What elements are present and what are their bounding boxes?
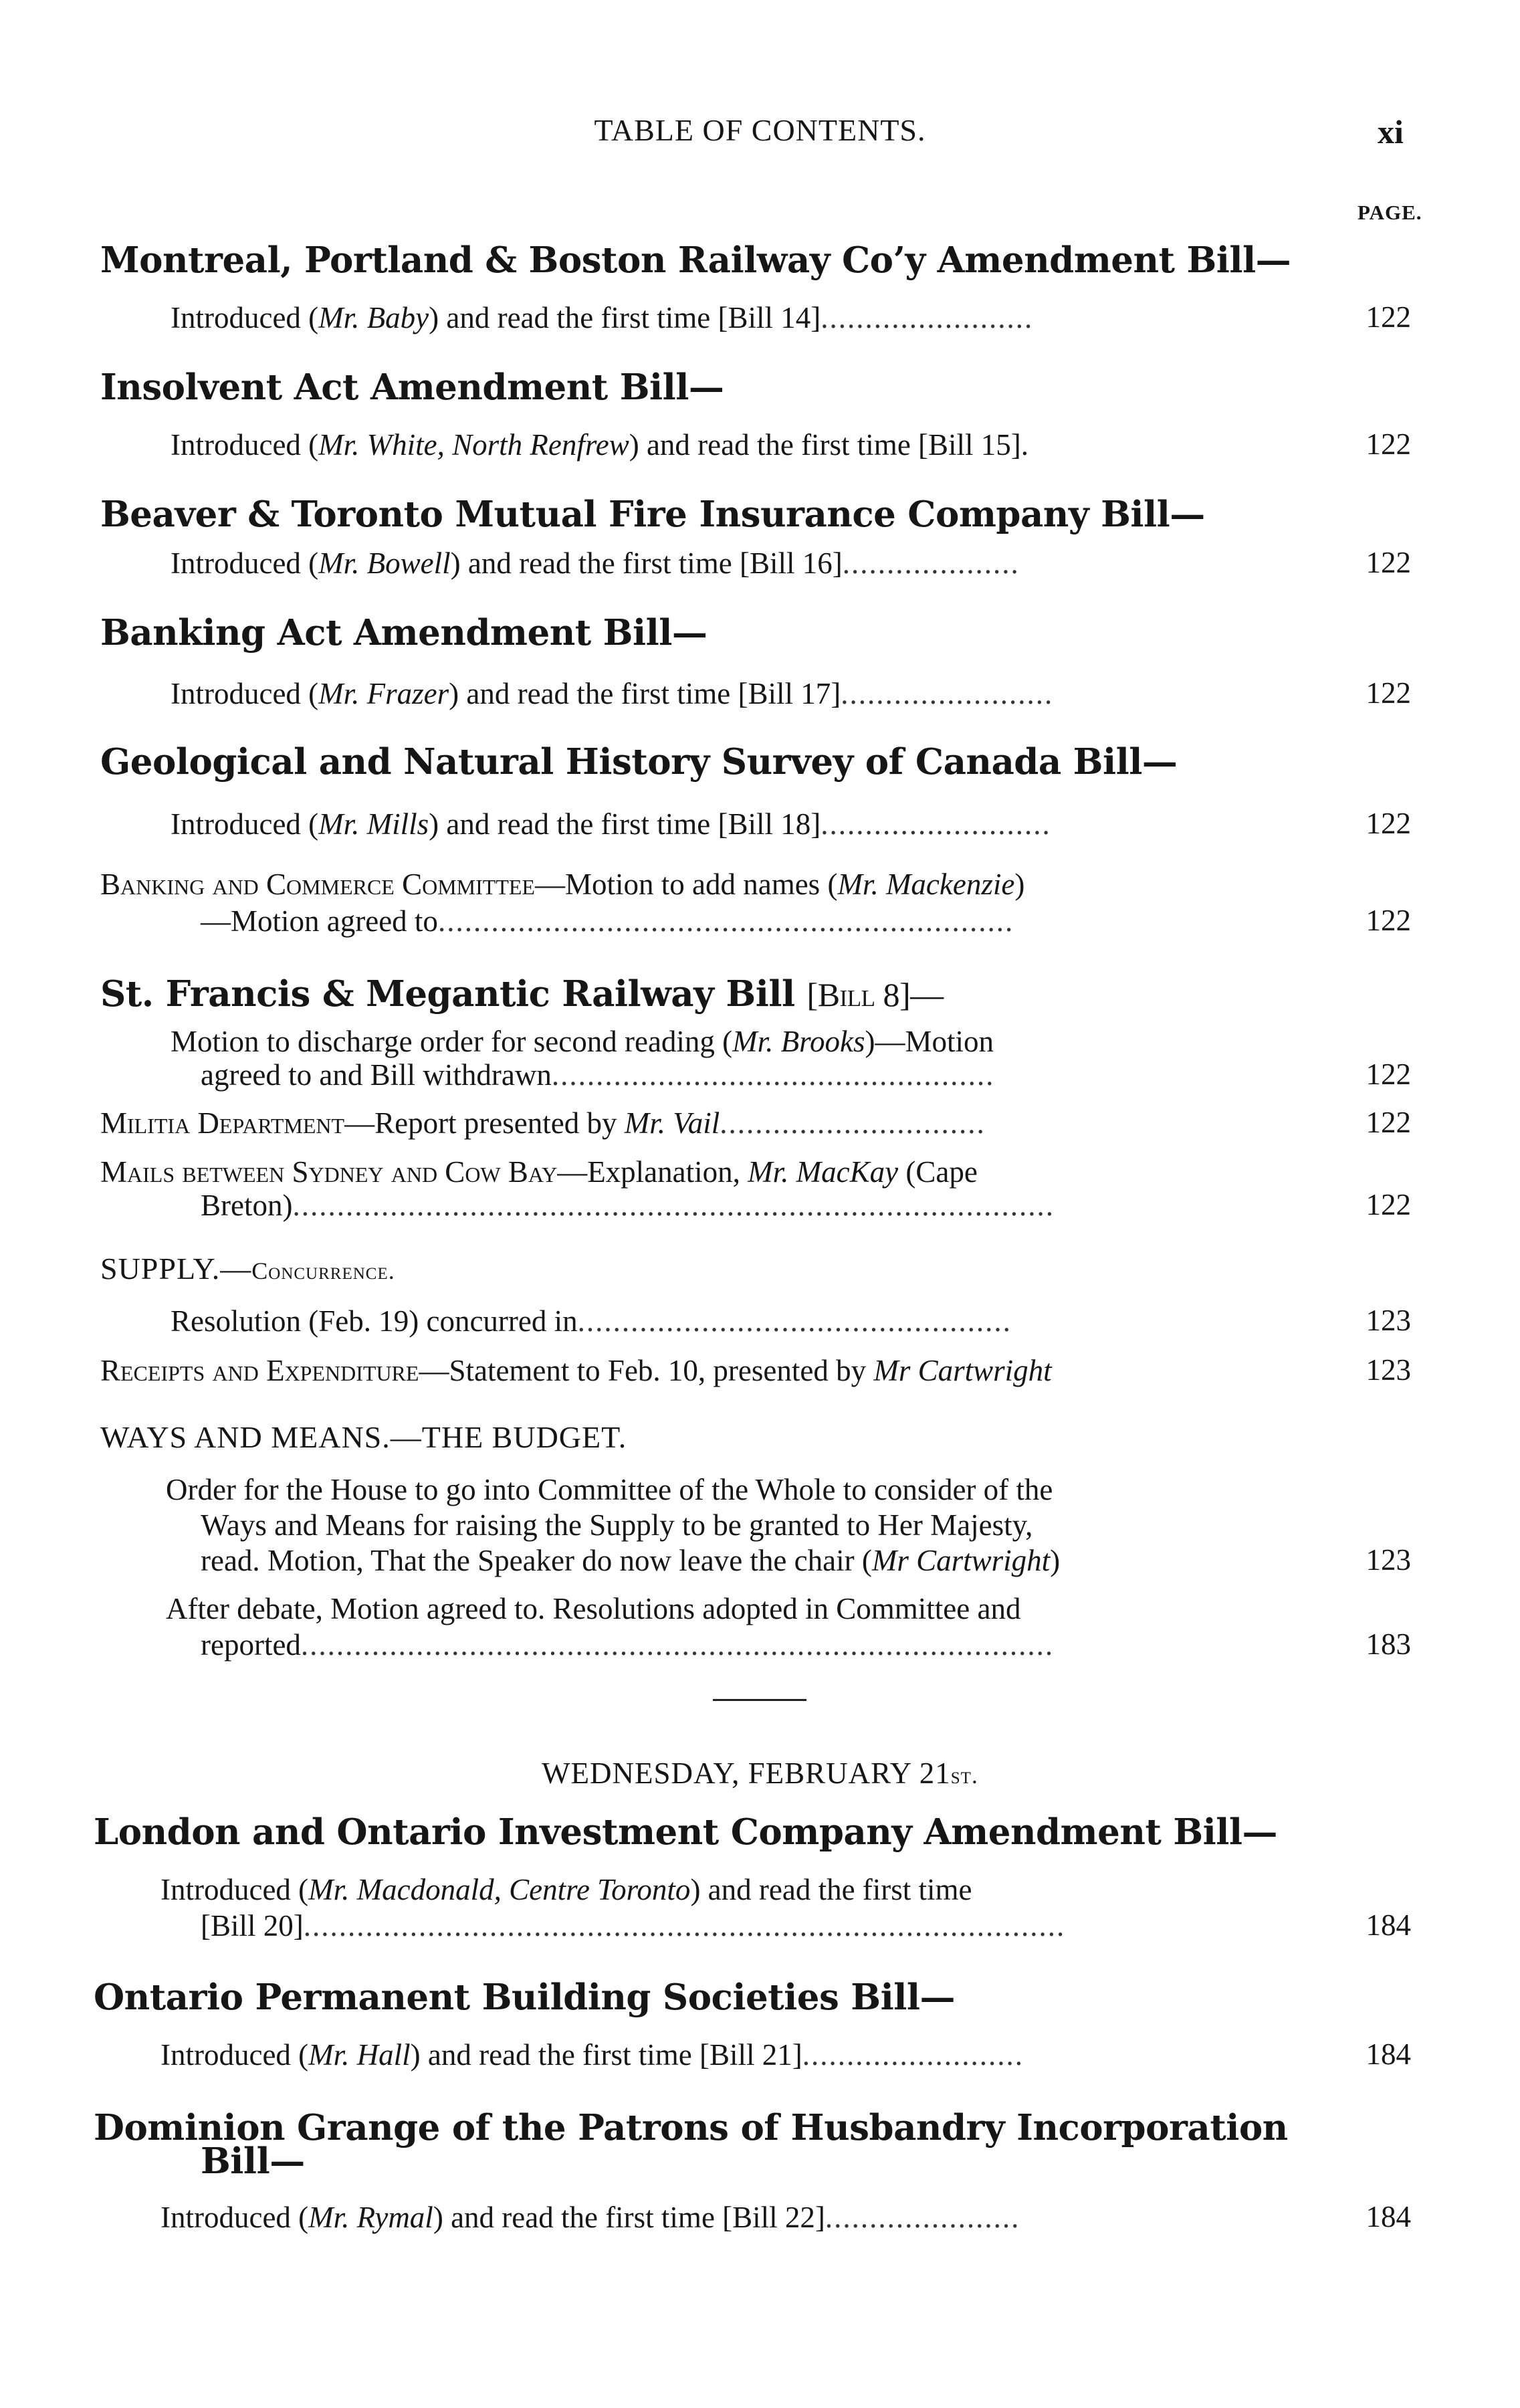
entry-line: Introduced (Mr. Baby) and read the first time [Bill 14]........................ — [171, 301, 1034, 334]
page-title: TABLE OF CONTENTS. — [594, 113, 926, 147]
page-header — [0, 112, 1520, 159]
page-ref: 122 — [1366, 546, 1411, 579]
entry-line: Introduced (Mr. Bowell) and read the first time [Bill 16].................... — [171, 546, 1020, 580]
page-ref: 184 — [1366, 2037, 1411, 2071]
section-heading: Montreal, Portland & Boston Railway Co’y Amendment Bill— — [100, 239, 1291, 281]
section-heading: Bill— — [201, 2140, 305, 2182]
divider-rule — [713, 1699, 806, 1701]
page-ref: 122 — [1366, 1106, 1411, 1139]
entry-line: read. Motion, That the Speaker do now leave the chair (Mr Cartwright) — [201, 1544, 1061, 1577]
page-ref: 122 — [1366, 676, 1411, 710]
entry-line: Breton)...................................................................................... — [201, 1189, 1055, 1222]
entry-line: agreed to and Bill withdrawn.................................................. — [201, 1058, 995, 1092]
section-heading: Ontario Permanent Building Societies Bill— — [94, 1977, 956, 2018]
page-ref: 122 — [1366, 300, 1411, 334]
page-ref: 122 — [1366, 1188, 1411, 1221]
page-number: xi — [1378, 113, 1404, 150]
entry-line: —Motion agreed to................................................................. — [201, 904, 1014, 938]
section-heading: Dominion Grange of the Patrons of Husbandry Incorporation — [94, 2107, 1288, 2148]
section-heading: Beaver & Toronto Mutual Fire Insurance Company Bill— — [100, 494, 1205, 535]
page-ref: 123 — [1366, 1543, 1411, 1577]
section-heading: Geological and Natural History Survey of Canada Bill— — [100, 741, 1178, 783]
entry-line: Ways and Means for raising the Supply to be granted to Her Majesty, — [201, 1508, 1033, 1542]
page-ref: 123 — [1366, 1353, 1411, 1387]
entry-line: Introduced (Mr. Mills) and read the first time [Bill 18].......................... — [171, 807, 1051, 841]
page-ref: 122 — [1366, 807, 1411, 840]
page-column-label: PAGE. — [1358, 201, 1422, 224]
entry-line: Order for the House to go into Committee of the Whole to consider of the — [166, 1473, 1053, 1506]
section-heading: Banking Act Amendment Bill— — [100, 612, 708, 654]
entry-line: Introduced (Mr. Rymal) and read the first time [Bill 22]...................... — [160, 2201, 1020, 2234]
entry-line: [Bill 20]...................................................................................... — [201, 1909, 1066, 1942]
entry-line: Introduced (Mr. Frazer) and read the first time [Bill 17]........................ — [171, 677, 1054, 710]
section-heading: St. Francis & Megantic Railway Bill [Bill 8]— — [100, 973, 944, 1015]
entry-line: Receipts and Expenditure—Statement to Feb. 10, presented by Mr Cartwright — [100, 1354, 1052, 1387]
entry-line: Introduced (Mr. White, North Renfrew) and read the first time [Bill 15]. — [171, 428, 1029, 462]
page-ref: 122 — [1366, 1058, 1411, 1091]
entry-line: reported..................................................................................... — [201, 1628, 1055, 1662]
page-ref: 123 — [1366, 1304, 1411, 1337]
page-ref: 122 — [1366, 427, 1411, 461]
entry-line: Mails between Sydney and Cow Bay—Explanation, Mr. MacKay (Cape — [100, 1155, 978, 1189]
page-ref: 184 — [1366, 1908, 1411, 1942]
page-ref: 122 — [1366, 904, 1411, 937]
entry-line: After debate, Motion agreed to. Resolutions adopted in Committee and — [166, 1592, 1021, 1625]
page-ref: 183 — [1366, 1627, 1411, 1661]
entry-line: Banking and Commerce Committee—Motion to add names (Mr. Mackenzie) — [100, 868, 1025, 901]
section-heading: Insolvent Act Amendment Bill— — [100, 367, 724, 408]
entry-line: Militia Department—Report presented by Mr. Vail.............................. — [100, 1106, 986, 1140]
page-ref: 184 — [1366, 2200, 1411, 2233]
section-heading: London and Ontario Investment Company Amendment Bill— — [94, 1811, 1278, 1853]
entry-line: Introduced (Mr. Macdonald, Centre Toronto) and read the first time — [160, 1873, 972, 1906]
entry-line: Motion to discharge order for second reading (Mr. Brooks)—Motion — [171, 1025, 994, 1058]
section-heading: WAYS AND MEANS.—THE BUDGET. — [100, 1420, 627, 1454]
section-heading: SUPPLY.—Concurrence. — [100, 1251, 395, 1286]
date-heading: WEDNESDAY, FEBRUARY 21st. — [542, 1757, 978, 1790]
entry-line: Introduced (Mr. Hall) and read the first time [Bill 21]......................... — [160, 2038, 1024, 2072]
entry-line: Resolution (Feb. 19) concurred in................................................. — [171, 1304, 1012, 1338]
